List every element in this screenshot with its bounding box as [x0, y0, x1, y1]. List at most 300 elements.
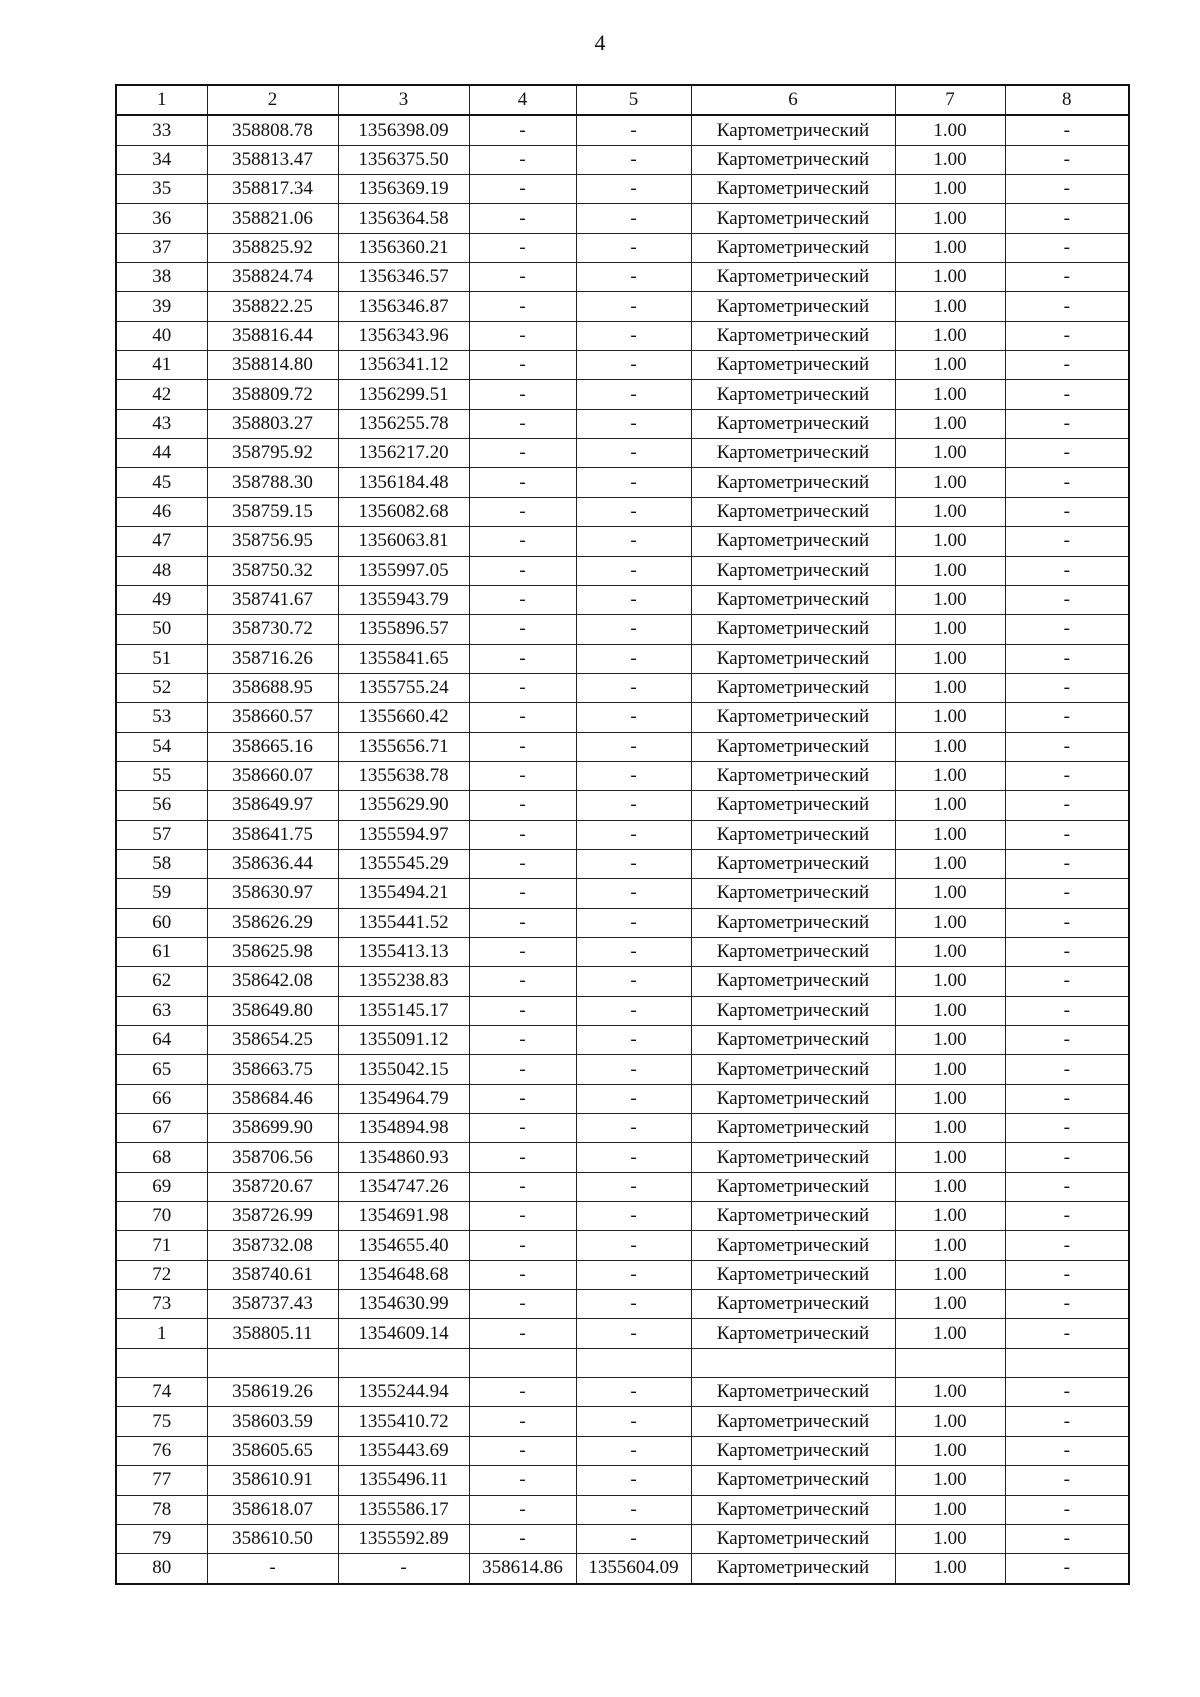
table-cell: 51: [116, 644, 207, 673]
table-cell: -: [469, 1407, 576, 1436]
table-cell: Картометрический: [691, 1319, 895, 1348]
table-cell: 1355441.52: [338, 908, 469, 937]
table-cell: -: [1005, 1554, 1129, 1584]
table-cell: Картометрический: [691, 849, 895, 878]
table-cell: 1.00: [895, 439, 1005, 468]
table-cell: -: [469, 175, 576, 204]
table-row: [116, 1466, 1129, 1495]
table-cell: -: [576, 1319, 691, 1348]
table-cell: -: [469, 732, 576, 761]
table-cell: 1355943.79: [338, 585, 469, 614]
table-cell: -: [576, 791, 691, 820]
table-cell: -: [1005, 351, 1129, 380]
table-cell: Картометрический: [691, 673, 895, 702]
table-cell: Картометрический: [691, 1055, 895, 1084]
table-cell: 1.00: [895, 1290, 1005, 1319]
table-cell: -: [469, 820, 576, 849]
table-cell: -: [576, 263, 691, 292]
table-cell: 1355594.97: [338, 820, 469, 849]
table-cell: -: [1005, 820, 1129, 849]
table-cell: 1.00: [895, 115, 1005, 145]
table-row: [116, 849, 1129, 878]
table-cell: 60: [116, 908, 207, 937]
table-cell: 1355896.57: [338, 615, 469, 644]
table-cell: -: [1005, 439, 1129, 468]
table-cell: 1354655.40: [338, 1231, 469, 1260]
table-cell: 1.00: [895, 1143, 1005, 1172]
table-row: [116, 1231, 1129, 1260]
table-cell: -: [576, 527, 691, 556]
table-cell: 1355145.17: [338, 996, 469, 1025]
table-cell: 1356184.48: [338, 468, 469, 497]
table-cell: -: [1005, 1143, 1129, 1172]
table-row: [116, 996, 1129, 1025]
table-cell: 1355638.78: [338, 761, 469, 790]
table-cell: 358649.97: [207, 791, 338, 820]
table-cell: Картометрический: [691, 497, 895, 526]
table-cell: 1356398.09: [338, 115, 469, 145]
table-cell: -: [469, 644, 576, 673]
table-cell: -: [469, 1290, 576, 1319]
table-cell: 358750.32: [207, 556, 338, 585]
table-cell: 358741.67: [207, 585, 338, 614]
table-cell: Картометрический: [691, 175, 895, 204]
table-cell: 1355443.69: [338, 1436, 469, 1465]
table-cell: -: [469, 1114, 576, 1143]
table-cell: -: [1005, 263, 1129, 292]
table-cell: 1.00: [895, 761, 1005, 790]
table-cell: -: [576, 1378, 691, 1407]
table-cell: Картометрический: [691, 292, 895, 321]
table-cell: 1354894.98: [338, 1114, 469, 1143]
table-cell: Картометрический: [691, 1524, 895, 1553]
table-cell: 1.00: [895, 204, 1005, 233]
column-header: 6: [691, 85, 895, 115]
table-cell: 358817.34: [207, 175, 338, 204]
table-cell: -: [576, 1260, 691, 1289]
table-cell: 65: [116, 1055, 207, 1084]
table-cell: 1356369.19: [338, 175, 469, 204]
table-cell: 1.00: [895, 497, 1005, 526]
table-cell: 42: [116, 380, 207, 409]
table-row: [116, 908, 1129, 937]
table-cell: 33: [116, 115, 207, 145]
table-row: [116, 732, 1129, 761]
table-row: [116, 527, 1129, 556]
table-cell: -: [576, 820, 691, 849]
table-cell: 1356299.51: [338, 380, 469, 409]
table-cell: 50: [116, 615, 207, 644]
table-row: [116, 1554, 1129, 1584]
table-cell: -: [576, 1084, 691, 1113]
table-cell: -: [576, 1290, 691, 1319]
table-cell: 1.00: [895, 1466, 1005, 1495]
table-cell: Картометрический: [691, 321, 895, 350]
table-row: [116, 585, 1129, 614]
table-cell: -: [1005, 175, 1129, 204]
table-cell: 358636.44: [207, 849, 338, 878]
table-cell: 64: [116, 1026, 207, 1055]
table-cell: -: [576, 967, 691, 996]
table-row: [116, 175, 1129, 204]
table-cell: [576, 1348, 691, 1377]
table-row: [116, 644, 1129, 673]
table-cell: 1354630.99: [338, 1290, 469, 1319]
table-row: [116, 879, 1129, 908]
table-cell: 1.00: [895, 673, 1005, 702]
table-cell: Картометрический: [691, 409, 895, 438]
table-cell: 56: [116, 791, 207, 820]
table-cell: -: [469, 1231, 576, 1260]
table-cell: 1.00: [895, 1231, 1005, 1260]
table-cell: -: [1005, 791, 1129, 820]
table-cell: 358732.08: [207, 1231, 338, 1260]
table-cell: 1355494.21: [338, 879, 469, 908]
table-cell: -: [1005, 1231, 1129, 1260]
table-cell: 1356343.96: [338, 321, 469, 350]
table-cell: -: [1005, 1290, 1129, 1319]
table-cell: 1.00: [895, 1055, 1005, 1084]
table-cell: -: [1005, 1407, 1129, 1436]
table-row: [116, 673, 1129, 702]
table-cell: Картометрический: [691, 1114, 895, 1143]
table-cell: -: [1005, 409, 1129, 438]
table-cell: 1.00: [895, 233, 1005, 262]
table-cell: -: [469, 1319, 576, 1348]
table-cell: -: [1005, 556, 1129, 585]
table-cell: Картометрический: [691, 703, 895, 732]
table-cell: -: [1005, 1495, 1129, 1524]
table-cell: -: [469, 879, 576, 908]
table-cell: 75: [116, 1407, 207, 1436]
table-cell: Картометрический: [691, 908, 895, 937]
table-cell: -: [469, 849, 576, 878]
table-cell: -: [469, 937, 576, 966]
table-cell: 358706.56: [207, 1143, 338, 1172]
table-cell: 1354964.79: [338, 1084, 469, 1113]
table-row: [116, 791, 1129, 820]
table-cell: -: [1005, 204, 1129, 233]
table-cell: 54: [116, 732, 207, 761]
table-header-row: [116, 85, 1129, 115]
table-cell: 1.00: [895, 175, 1005, 204]
table-cell: 1355841.65: [338, 644, 469, 673]
table-cell: 1.00: [895, 527, 1005, 556]
table-cell: Картометрический: [691, 615, 895, 644]
table-cell: 358660.57: [207, 703, 338, 732]
table-cell: 358630.97: [207, 879, 338, 908]
table-cell: 1.00: [895, 409, 1005, 438]
table-cell: 358654.25: [207, 1026, 338, 1055]
table-cell: -: [576, 703, 691, 732]
column-header: 5: [576, 85, 691, 115]
table-cell: 358726.99: [207, 1202, 338, 1231]
table-row: [116, 1290, 1129, 1319]
table-cell: 1356255.78: [338, 409, 469, 438]
table-cell: 57: [116, 820, 207, 849]
column-header: 3: [338, 85, 469, 115]
table-cell: Картометрический: [691, 585, 895, 614]
table-cell: -: [1005, 1114, 1129, 1143]
table-row: [116, 321, 1129, 350]
coordinates-table: [115, 84, 1130, 1585]
table-cell: -: [469, 1143, 576, 1172]
table-cell: 358821.06: [207, 204, 338, 233]
table-cell: 1356082.68: [338, 497, 469, 526]
table-cell: -: [469, 351, 576, 380]
table-cell: -: [576, 351, 691, 380]
table-cell: 1.00: [895, 967, 1005, 996]
table-cell: 62: [116, 967, 207, 996]
table-cell: Картометрический: [691, 380, 895, 409]
table-cell: Картометрический: [691, 937, 895, 966]
table-cell: -: [576, 1055, 691, 1084]
table-cell: -: [1005, 937, 1129, 966]
table-cell: Картометрический: [691, 1084, 895, 1113]
table-cell: 38: [116, 263, 207, 292]
table-cell: -: [338, 1554, 469, 1584]
table-cell: 358813.47: [207, 145, 338, 174]
table-cell: 1.00: [895, 1260, 1005, 1289]
table-cell: 1.00: [895, 292, 1005, 321]
table-cell: 59: [116, 879, 207, 908]
table-cell: 1.00: [895, 879, 1005, 908]
table-cell: 35: [116, 175, 207, 204]
table-cell: -: [469, 468, 576, 497]
table-row: [116, 1348, 1129, 1377]
table-cell: 358618.07: [207, 1495, 338, 1524]
table-cell: 53: [116, 703, 207, 732]
table-cell: -: [1005, 585, 1129, 614]
table-cell: -: [469, 1084, 576, 1113]
table-cell: 1356341.12: [338, 351, 469, 380]
table-cell: [1005, 1348, 1129, 1377]
table-cell: 1354648.68: [338, 1260, 469, 1289]
table-row: [116, 380, 1129, 409]
table-cell: -: [469, 556, 576, 585]
table-row: [116, 145, 1129, 174]
table-cell: -: [1005, 644, 1129, 673]
table-cell: 358716.26: [207, 644, 338, 673]
column-header: 1: [116, 85, 207, 115]
table-cell: 358641.75: [207, 820, 338, 849]
table-cell: 358642.08: [207, 967, 338, 996]
table-cell: 77: [116, 1466, 207, 1495]
table-cell: -: [576, 1407, 691, 1436]
table-cell: 46: [116, 497, 207, 526]
table-cell: -: [469, 1378, 576, 1407]
table-cell: -: [1005, 615, 1129, 644]
table-cell: 1.00: [895, 380, 1005, 409]
table-cell: -: [1005, 1202, 1129, 1231]
table-cell: -: [469, 439, 576, 468]
table-cell: 1356360.21: [338, 233, 469, 262]
table-cell: 1355604.09: [576, 1554, 691, 1584]
table-body: [116, 115, 1129, 1583]
table-cell: 1.00: [895, 937, 1005, 966]
table-cell: 358730.72: [207, 615, 338, 644]
table-cell: 49: [116, 585, 207, 614]
table-cell: 66: [116, 1084, 207, 1113]
table-cell: -: [576, 761, 691, 790]
table-cell: -: [469, 1055, 576, 1084]
table-cell: 1355656.71: [338, 732, 469, 761]
table-cell: Картометрический: [691, 1466, 895, 1495]
table-cell: Картометрический: [691, 145, 895, 174]
table-cell: 1355755.24: [338, 673, 469, 702]
table-cell: 1354609.14: [338, 1319, 469, 1348]
table-cell: -: [1005, 1172, 1129, 1201]
table-cell: 1.00: [895, 615, 1005, 644]
table-cell: 358614.86: [469, 1554, 576, 1584]
table-cell: 1.00: [895, 791, 1005, 820]
table-cell: Картометрический: [691, 204, 895, 233]
table-cell: 358684.46: [207, 1084, 338, 1113]
table-cell: 69: [116, 1172, 207, 1201]
table-cell: Картометрический: [691, 468, 895, 497]
table-cell: -: [469, 761, 576, 790]
table-cell: 67: [116, 1114, 207, 1143]
table-cell: 358649.80: [207, 996, 338, 1025]
table-row: [116, 820, 1129, 849]
table-row: [116, 1378, 1129, 1407]
table-row: [116, 1260, 1129, 1289]
table-cell: 358660.07: [207, 761, 338, 790]
table-cell: 358825.92: [207, 233, 338, 262]
table-cell: -: [576, 380, 691, 409]
table-cell: -: [1005, 1436, 1129, 1465]
table-cell: 71: [116, 1231, 207, 1260]
table-cell: -: [469, 145, 576, 174]
table-cell: -: [469, 527, 576, 556]
table-cell: Картометрический: [691, 1436, 895, 1465]
table-cell: -: [1005, 292, 1129, 321]
table-cell: Картометрический: [691, 967, 895, 996]
table-cell: -: [576, 585, 691, 614]
table-cell: 1354747.26: [338, 1172, 469, 1201]
table-cell: -: [469, 292, 576, 321]
table-cell: -: [1005, 879, 1129, 908]
table-cell: -: [1005, 703, 1129, 732]
table-cell: Картометрический: [691, 761, 895, 790]
table-cell: Картометрический: [691, 556, 895, 585]
table-cell: [207, 1348, 338, 1377]
table-cell: 1.00: [895, 145, 1005, 174]
table-cell: 52: [116, 673, 207, 702]
table-cell: -: [1005, 732, 1129, 761]
table-cell: 1.00: [895, 1407, 1005, 1436]
table-cell: -: [469, 1172, 576, 1201]
table-cell: 1.00: [895, 1436, 1005, 1465]
table-cell: Картометрический: [691, 1378, 895, 1407]
table-cell: -: [1005, 673, 1129, 702]
table-row: [116, 761, 1129, 790]
table-cell: 34: [116, 145, 207, 174]
table-cell: 1356217.20: [338, 439, 469, 468]
table-cell: -: [576, 145, 691, 174]
table-cell: 78: [116, 1495, 207, 1524]
table-cell: Картометрический: [691, 879, 895, 908]
table-cell: -: [576, 1114, 691, 1143]
table-cell: 58: [116, 849, 207, 878]
table-cell: Картометрический: [691, 351, 895, 380]
table-row: [116, 1202, 1129, 1231]
table-cell: 1.00: [895, 644, 1005, 673]
table-cell: 74: [116, 1378, 207, 1407]
table-cell: -: [576, 439, 691, 468]
table-cell: -: [576, 204, 691, 233]
table-cell: 1355496.11: [338, 1466, 469, 1495]
table-row: [116, 1436, 1129, 1465]
table-cell: Картометрический: [691, 1172, 895, 1201]
column-header: 4: [469, 85, 576, 115]
table-cell: -: [1005, 1319, 1129, 1348]
table-cell: -: [576, 908, 691, 937]
table-cell: -: [1005, 233, 1129, 262]
table-cell: 358688.95: [207, 673, 338, 702]
table-cell: -: [469, 996, 576, 1025]
table-cell: 1.00: [895, 263, 1005, 292]
table-cell: 45: [116, 468, 207, 497]
table-cell: -: [576, 321, 691, 350]
table-cell: 63: [116, 996, 207, 1025]
table-cell: 1.00: [895, 1495, 1005, 1524]
table-cell: Картометрический: [691, 527, 895, 556]
table-cell: 1.00: [895, 556, 1005, 585]
table-cell: -: [1005, 527, 1129, 556]
table-cell: Картометрический: [691, 1407, 895, 1436]
table-cell: -: [576, 1231, 691, 1260]
table-cell: 68: [116, 1143, 207, 1172]
table-cell: 1.00: [895, 703, 1005, 732]
table-cell: 1354691.98: [338, 1202, 469, 1231]
table-cell: 1355545.29: [338, 849, 469, 878]
table-cell: -: [469, 233, 576, 262]
table-cell: Картометрический: [691, 1290, 895, 1319]
table-cell: Картометрический: [691, 1202, 895, 1231]
table-cell: 1.00: [895, 1084, 1005, 1113]
table-row: [116, 1026, 1129, 1055]
table-cell: -: [576, 1524, 691, 1553]
table-cell: -: [576, 615, 691, 644]
table-cell: 1356346.87: [338, 292, 469, 321]
page-number: 4: [594, 30, 606, 55]
column-header: 8: [1005, 85, 1129, 115]
table-cell: 1356063.81: [338, 527, 469, 556]
table-cell: -: [576, 1202, 691, 1231]
table-cell: 1.00: [895, 1554, 1005, 1584]
table-cell: -: [576, 1143, 691, 1172]
table-cell: Картометрический: [691, 439, 895, 468]
table-cell: -: [1005, 1260, 1129, 1289]
table-cell: -: [576, 409, 691, 438]
table-cell: -: [1005, 1055, 1129, 1084]
table-cell: -: [1005, 761, 1129, 790]
table-cell: -: [1005, 1524, 1129, 1553]
table-cell: 1.00: [895, 1319, 1005, 1348]
table-cell: 48: [116, 556, 207, 585]
table-row: [116, 409, 1129, 438]
table-cell: -: [576, 1026, 691, 1055]
table-cell: -: [469, 791, 576, 820]
table-cell: 70: [116, 1202, 207, 1231]
table-cell: Картометрический: [691, 115, 895, 145]
table-cell: -: [1005, 1466, 1129, 1495]
table-row: [116, 937, 1129, 966]
table-cell: -: [1005, 849, 1129, 878]
table-cell: -: [1005, 1084, 1129, 1113]
table-cell: -: [207, 1554, 338, 1584]
